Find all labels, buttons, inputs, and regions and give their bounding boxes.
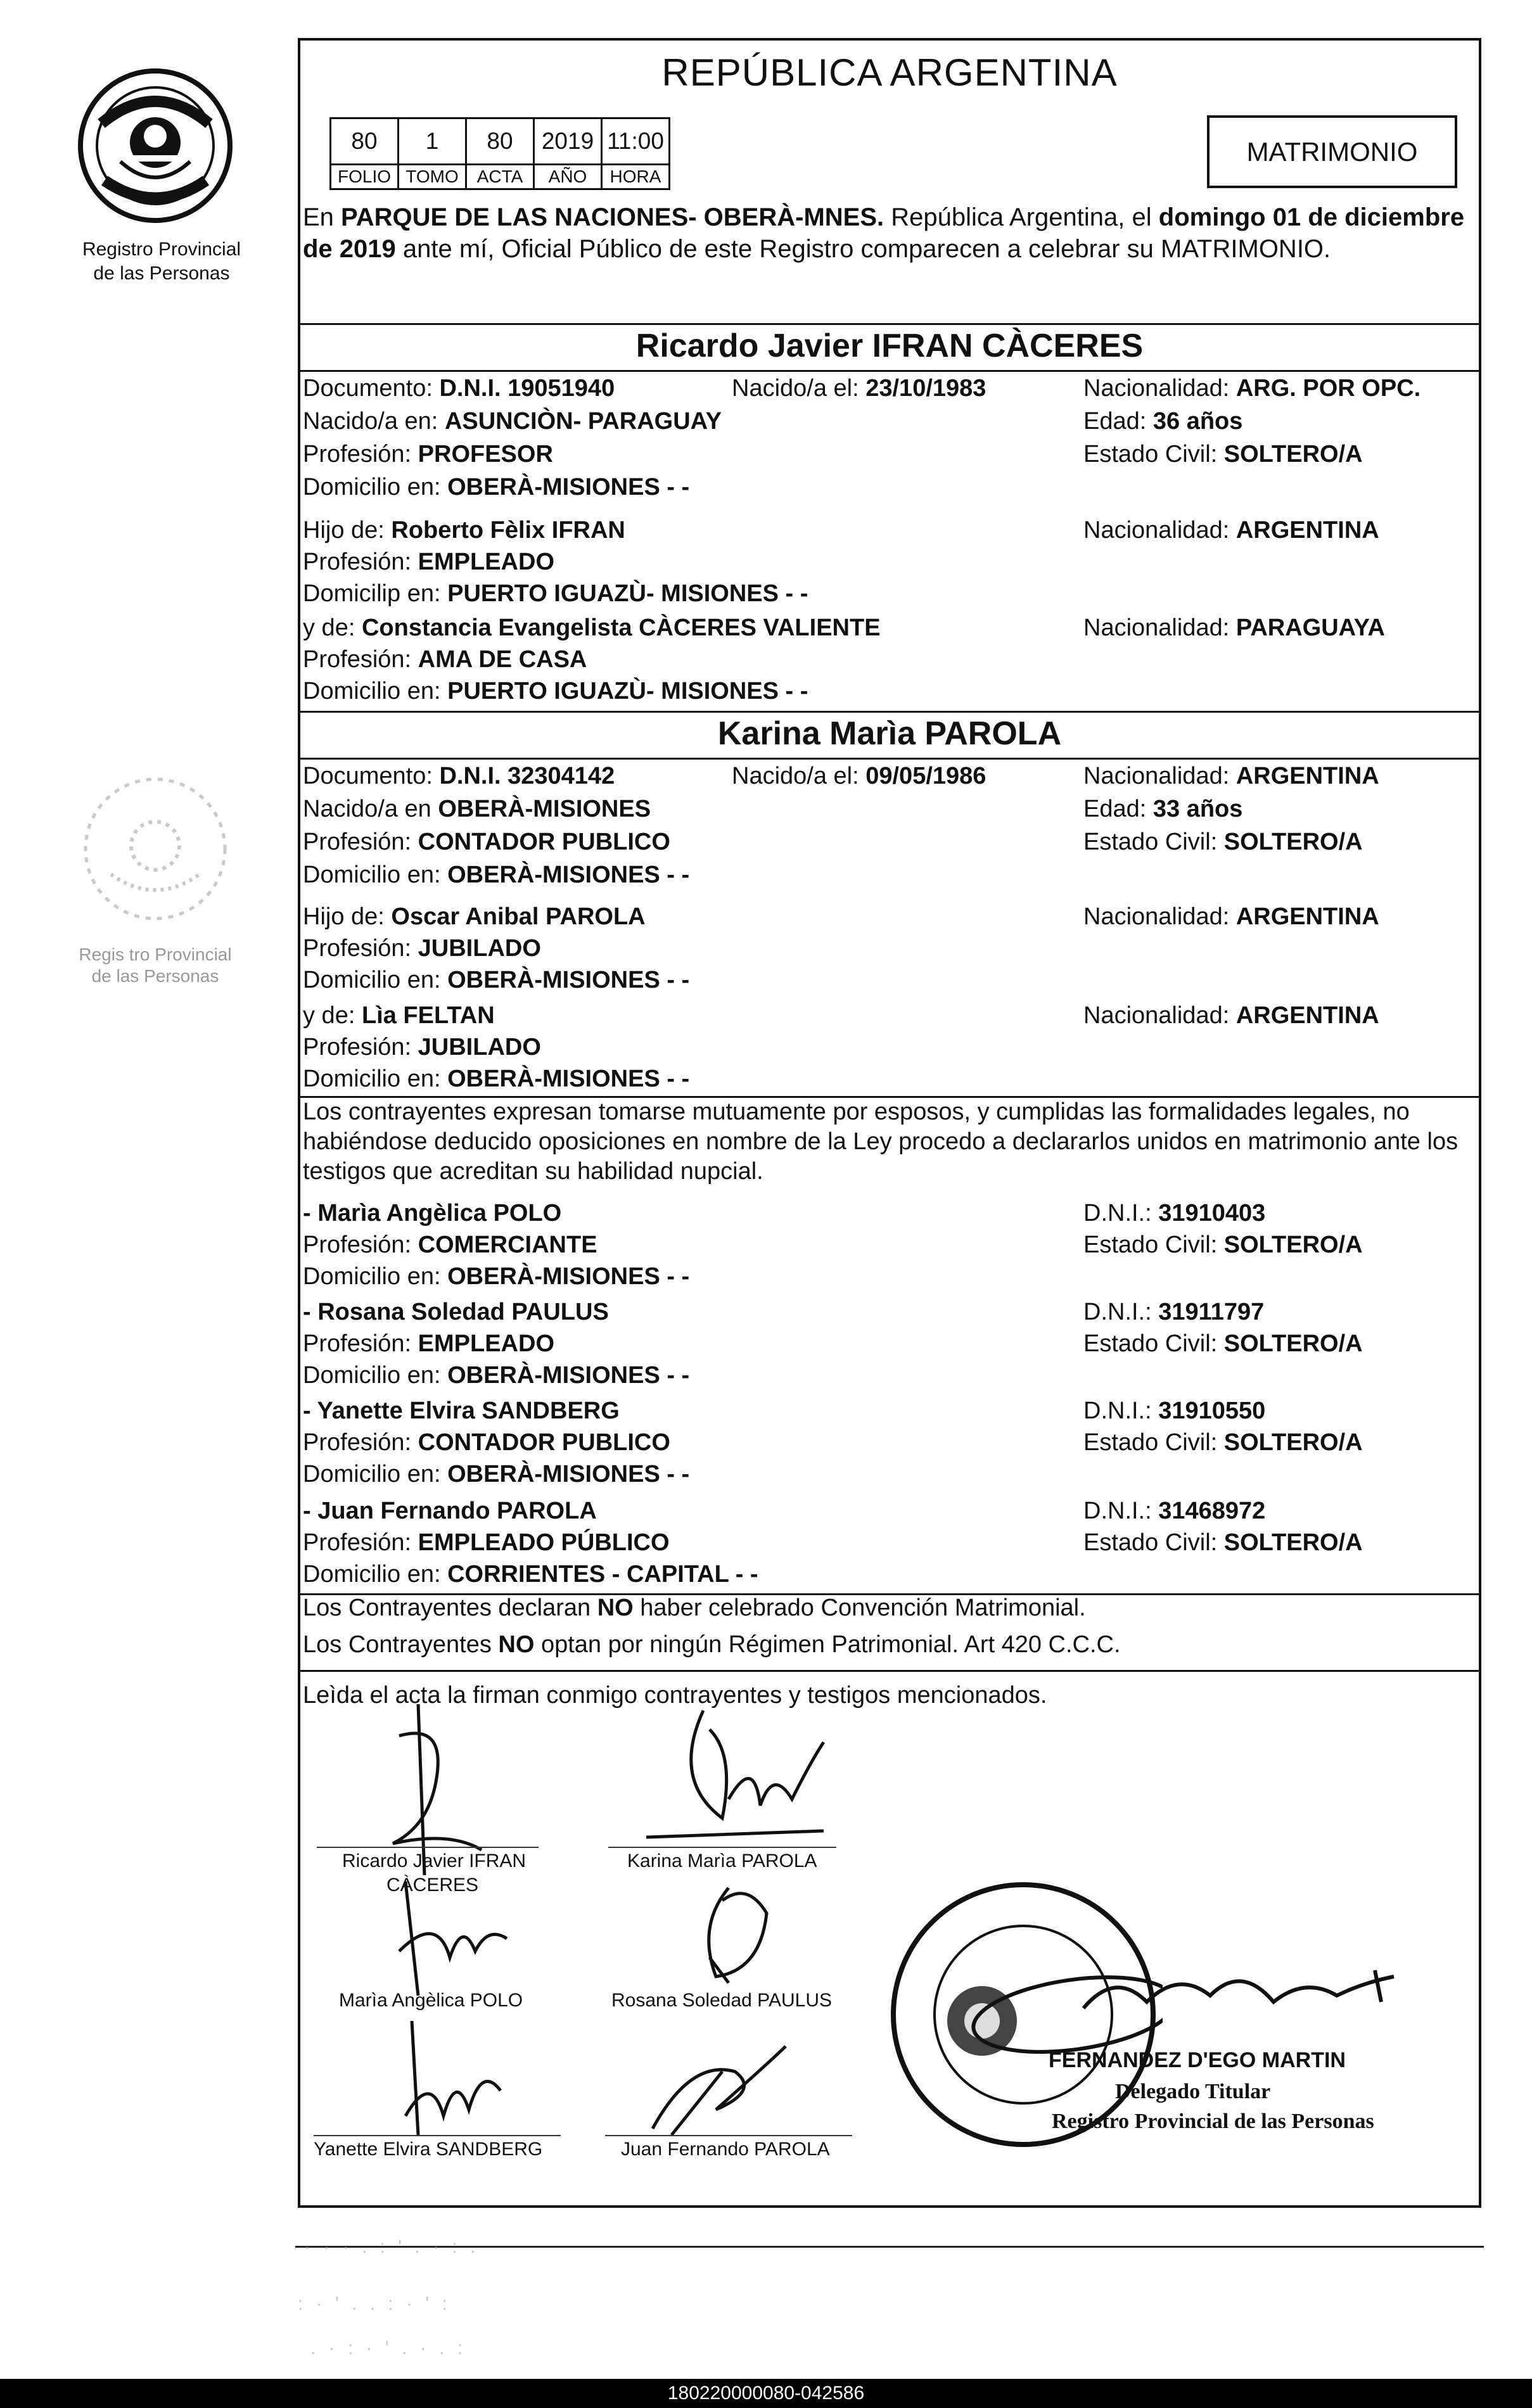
ghost-caption-line1: Regis tro Provincial [79, 945, 232, 964]
witness3-estado-civil: Estado Civil: SOLTERO/A [1083, 1429, 1363, 1456]
intro-paragraph [303, 201, 1481, 265]
spouse1-estado-civil: Estado Civil: SOLTERO/A [1083, 441, 1363, 468]
spouse2-name: Karina Marìa PAROLA [717, 715, 1062, 752]
spouse1-edad: Edad: 36 años [1083, 408, 1243, 435]
witness4-dni: D.N.I.: 31468972 [1083, 1498, 1266, 1524]
spouse1-mother-nacionalidad: Nacionalidad: PARAGUAYA [1083, 615, 1385, 641]
spouse1-father-profesion: Profesión: EMPLEADO [303, 549, 555, 575]
divider [298, 323, 1481, 325]
scan-noise: . · : · ' . · . : [310, 2338, 467, 2359]
anio-value: 2019 [534, 118, 602, 165]
witness4-signature-label: Juan Fernando PAROLA [621, 2139, 830, 2160]
witness2-signature [672, 1875, 798, 2002]
spouse2-documento: Documento: D.N.I. 32304142 [303, 763, 615, 789]
spouse2-father: Hijo de: Oscar Anibal PAROLA [303, 903, 646, 930]
spouse1-mother-domicilio: Domicilio en: PUERTO IGUAZÙ- MISIONES - - [303, 678, 808, 704]
spouse1-nacido-el: Nacido/a el: 23/10/1983 [732, 375, 986, 402]
spouse1-mother-profesion: Profesión: AMA DE CASA [303, 646, 587, 673]
official-office: Registro Provincial de las Personas [1052, 2110, 1374, 2133]
spouse1-signature-label-1: Ricardo Javier IFRAN [342, 1851, 527, 1871]
spouse2-mother-profesion: Profesión: JUBILADO [303, 1034, 541, 1061]
spouse2-father-nacionalidad: Nacionalidad: ARGENTINA [1083, 903, 1379, 930]
witness3-domicilio: Domicilio en: OBERÀ-MISIONES - - [303, 1461, 690, 1487]
spouse2-father-domicilio: Domicilio en: OBERÀ-MISIONES - - [303, 967, 690, 993]
registry-caption-line1: Registro Provincial [82, 239, 241, 260]
spouse2-estado-civil: Estado Civil: SOLTERO/A [1083, 829, 1363, 855]
acta-value: 80 [466, 118, 534, 165]
witness1-domicilio: Domicilio en: OBERÀ-MISIONES - - [303, 1263, 690, 1290]
anio-label: AÑO [534, 165, 602, 189]
divider [298, 758, 1481, 760]
witness1-dni: D.N.I.: 31910403 [1083, 1200, 1266, 1226]
spouse1-father: Hijo de: Roberto Fèlix IFRAN [303, 517, 625, 544]
spouse2-mother-domicilio: Domicilio en: OBERÀ-MISIONES - - [303, 1066, 690, 1092]
spouse1-documento: Documento: D.N.I. 19051940 [303, 375, 615, 402]
intro-place: PARQUE DE LAS NACIONES- OBERÀ-MNES. [341, 203, 884, 231]
tomo-value: 1 [399, 118, 466, 165]
spouse2-signature [634, 1704, 843, 1856]
spouse2-father-profesion: Profesión: JUBILADO [303, 935, 541, 962]
hora-label: HORA [602, 165, 670, 189]
folio-value: 80 [331, 118, 399, 165]
scan-noise: : · ' . . : · ' : [298, 2293, 451, 2314]
intro-suffix: ante mí, Oficial Público de este Registro comparecen a celebrar su MATRIMONIO. [395, 235, 1331, 263]
witness3-signature-label: Yanette Elvira SANDBERG [314, 2139, 543, 2160]
spouse2-nacido-en: Nacido/a en OBERÀ-MISIONES [303, 796, 651, 822]
signature-line [314, 2135, 561, 2136]
acta-label: ACTA [466, 165, 534, 189]
ghost-registry-caption [51, 944, 260, 987]
spouse2-profesion: Profesión: CONTADOR PUBLICO [303, 829, 670, 855]
scan-noise: · · · . : ' . · : . [304, 2236, 480, 2257]
spouse2-nacionalidad: Nacionalidad: ARGENTINA [1083, 763, 1379, 789]
tomo-label: TOMO [399, 165, 466, 189]
spouse1-father-domicilio: Domicilip en: PUERTO IGUAZÙ- MISIONES - - [303, 580, 808, 607]
registration-grid [329, 117, 670, 190]
witness1-signature-label: Marìa Angèlica POLO [339, 1990, 523, 2011]
signature-line [608, 1847, 836, 1848]
hora-value: 11:00 [602, 118, 670, 165]
official-name: FERNANDEZ D'EGO MARTIN [1049, 2048, 1346, 2072]
ghost-seal-logo [76, 770, 234, 928]
signature-line [605, 2135, 852, 2136]
spouse1-name: Ricardo Javier IFRAN CÀCERES [635, 328, 1144, 364]
witness2-signature-label: Rosana Soledad PAULUS [611, 1990, 832, 2011]
witness2-domicilio: Domicilio en: OBERÀ-MISIONES - - [303, 1362, 690, 1389]
witness1-signature [380, 1875, 539, 2002]
ghost-caption-line2: de las Personas [91, 966, 219, 986]
registry-caption [60, 238, 263, 286]
spouse1-domicilio: Domicilio en: OBERÀ-MISIONES - - [303, 474, 690, 500]
witness2-profesion: Profesión: EMPLEADO [303, 1330, 555, 1357]
spouse1-father-nacionalidad: Nacionalidad: ARGENTINA [1083, 517, 1379, 544]
spouse2-mother: y de: Lìa FELTAN [303, 1002, 495, 1029]
registry-caption-line2: de las Personas [93, 263, 230, 284]
witness1-name: - Marìa Angèlica POLO [303, 1200, 562, 1226]
spouse1-mother: y de: Constancia Evangelista CÀCERES VALIENTE [303, 615, 881, 641]
witness2-name: - Rosana Soledad PAULUS [303, 1299, 609, 1325]
spouse2-nacido-el: Nacido/a el: 09/05/1986 [732, 763, 986, 789]
official-title: Delegado Titular [1115, 2080, 1271, 2103]
intro-prefix: En [303, 203, 342, 231]
witness4-name: - Juan Fernando PAROLA [303, 1498, 597, 1524]
page-title: REPÚBLICA ARGENTINA [661, 51, 1118, 94]
witness4-domicilio: Domicilio en: CORRIENTES - CAPITAL - - [303, 1561, 758, 1588]
witness4-estado-civil: Estado Civil: SOLTERO/A [1083, 1529, 1363, 1556]
spouse2-edad: Edad: 33 años [1083, 796, 1243, 822]
witness3-dni: D.N.I.: 31910550 [1083, 1398, 1266, 1424]
spouse2-domicilio: Domicilio en: OBERÀ-MISIONES - - [303, 862, 690, 888]
witness2-estado-civil: Estado Civil: SOLTERO/A [1083, 1330, 1363, 1357]
signature-line [317, 1847, 539, 1848]
reading-statement: Leìda el acta la firman conmigo contrayentes y testigos mencionados. [303, 1682, 1047, 1709]
convention-statement: Los Contrayentes declaran NO haber celebrado Convención Matrimonial. [303, 1595, 1086, 1621]
divider [298, 1670, 1481, 1672]
witness1-estado-civil: Estado Civil: SOLTERO/A [1083, 1232, 1363, 1258]
witness3-name: - Yanette Elvira SANDBERG [303, 1398, 620, 1424]
witness3-signature [380, 2015, 539, 2141]
legal-declaration: Los contrayentes expresan tomarse mutuamente por esposos, y cumplidas las formalidades legales, no habiéndose deducido oposiciones en nombre de la Ley procedo a declararlos unidos en matrimonio ante los testigos que acreditan su habilidad nupcial. [303, 1099, 1459, 1185]
official-signature [1077, 1958, 1407, 2034]
intro-middle: República Argentina, el [884, 203, 1159, 231]
divider [298, 711, 1481, 713]
intro-date: domingo 01 de diciembre de 2019 [303, 203, 1465, 263]
witness4-signature [634, 2034, 798, 2141]
document-code-bar: 180220000080-042586 [0, 2379, 1532, 2408]
spouse2-mother-nacionalidad: Nacionalidad: ARGENTINA [1083, 1002, 1379, 1029]
witness3-profesion: Profesión: CONTADOR PUBLICO [303, 1429, 670, 1456]
witness1-profesion: Profesión: COMERCIANTE [303, 1232, 597, 1258]
spouse1-signature-label-2: CÀCERES [386, 1875, 479, 1895]
registry-seal-logo [76, 67, 234, 225]
patrimonial-regime-statement: Los Contrayentes NO optan por ningún Régimen Patrimonial. Art 420 C.C.C. [303, 1631, 1121, 1658]
spouse1-nacido-en: Nacido/a en: ASUNCIÒN- PARAGUAY [303, 408, 722, 435]
spouse2-signature-label: Karina Marìa PAROLA [627, 1851, 817, 1871]
witness4-profesion: Profesión: EMPLEADO PÚBLICO [303, 1529, 670, 1556]
spouse1-nacionalidad: Nacionalidad: ARG. POR OPC. [1083, 375, 1421, 402]
folio-label: FOLIO [331, 165, 399, 189]
spouse1-profesion: Profesión: PROFESOR [303, 441, 553, 468]
divider [298, 370, 1481, 372]
document-type-box: MATRIMONIO [1207, 115, 1457, 188]
witness2-dni: D.N.I.: 31911797 [1083, 1299, 1265, 1325]
